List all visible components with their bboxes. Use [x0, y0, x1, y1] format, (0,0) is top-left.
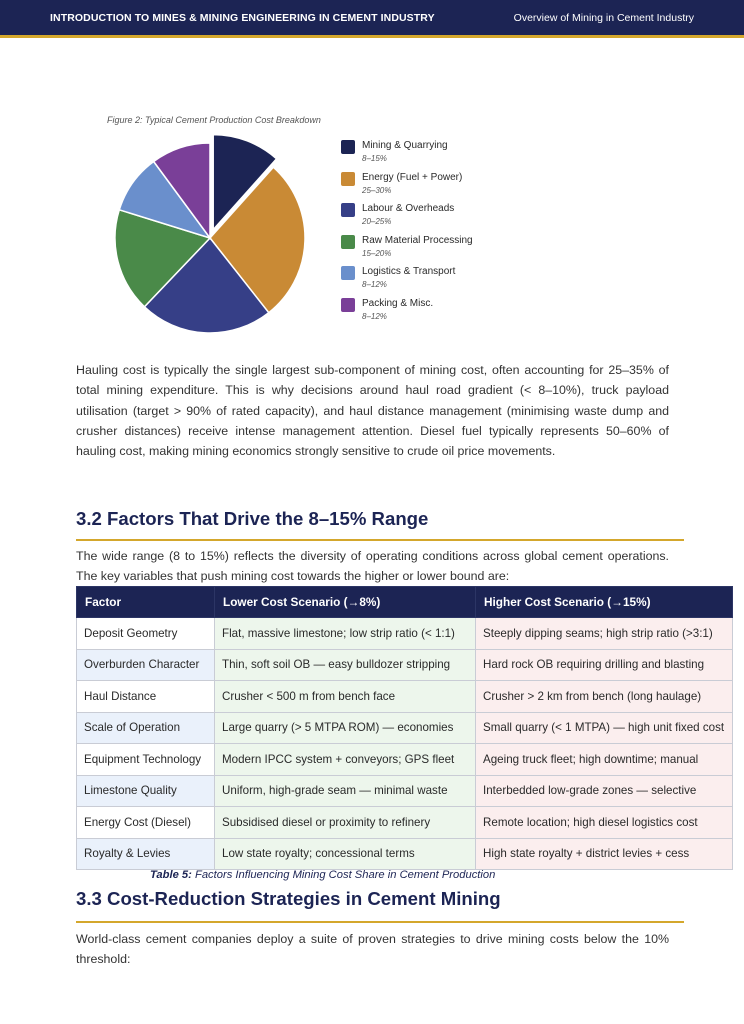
higher-cost-cell: Hard rock OB requiring drilling and blasting: [476, 649, 733, 681]
higher-cost-cell: Remote location; high diesel logistics cost: [476, 807, 733, 839]
header-section: Overview of Mining in Cement Industry: [513, 12, 694, 24]
table-row: [77, 807, 733, 839]
legend-label: Labour & Overheads: [362, 203, 455, 214]
section-3-2-rule: [76, 539, 684, 541]
factor-cell: Energy Cost (Diesel): [77, 807, 215, 839]
table-row: [77, 744, 733, 776]
legend-swatch: [341, 298, 355, 312]
legend-label: Energy (Fuel + Power): [362, 171, 463, 183]
table-caption-text: Factors Influencing Mining Cost Share in Cement Production: [194, 869, 496, 881]
factors-table: [76, 586, 733, 870]
legend-range: 15–20%: [362, 248, 392, 258]
factor-cell: Equipment Technology: [77, 744, 215, 776]
factor-cell: Haul Distance: [77, 681, 215, 713]
higher-cost-cell: Crusher > 2 km from bench (long haulage): [476, 681, 733, 713]
legend-range: 8–15%: [362, 154, 387, 163]
legend-label: Raw Material Processing: [362, 234, 473, 246]
table-row: [77, 681, 733, 713]
lower-cost-cell: Low state royalty; concessional terms: [215, 838, 476, 870]
higher-cost-cell: Ageing truck fleet; high downtime; manual: [476, 744, 733, 776]
legend-range: 25–30%: [362, 185, 392, 195]
cost-breakdown-pie-chart: [108, 122, 312, 336]
factor-cell: Royalty & Levies: [77, 838, 215, 870]
hauling-cost-paragraph: Hauling cost is typically the single largest sub-component of mining cost, often accounting for 25–35% of total mining expenditure. This is why decisions around haul road gradient (< 8–10%), truck payload utilisation (target > 90% of rated capacity), and haul distance management (minimising waste dump and crusher distances) receive intense management attention. Diesel fuel typically represents 50–60% of hauling cost, making mining economics strongly sensitive to crude oil price movements.: [76, 363, 669, 459]
factor-cell: Limestone Quality: [77, 775, 215, 807]
lower-cost-cell: Crusher < 500 m from bench face: [215, 681, 476, 713]
table-row: [77, 838, 733, 870]
lower-cost-cell: Flat, massive limestone; low strip ratio (< 1:1): [215, 618, 476, 650]
table-header-higher-cost: Higher Cost Scenario (→15%): [476, 587, 733, 618]
table-caption-label: Table 5:: [150, 869, 192, 881]
factor-cell: Scale of Operation: [77, 712, 215, 744]
legend-swatch: [341, 140, 355, 154]
higher-cost-cell: Interbedded low-grade zones — selective: [476, 775, 733, 807]
table-caption: [150, 869, 495, 881]
legend-swatch: [341, 235, 355, 249]
table-row: [77, 712, 733, 744]
legend-range: 8–12%: [362, 280, 387, 289]
legend-label: Mining & Quarrying: [362, 140, 448, 151]
legend-swatch: [341, 266, 355, 280]
table-header-factor: Factor: [77, 587, 215, 618]
table-row: [77, 649, 733, 681]
lower-cost-cell: Uniform, high-grade seam — minimal waste: [215, 775, 476, 807]
factor-cell: Deposit Geometry: [77, 618, 215, 650]
figure-caption: Figure 2: Typical Cement Production Cost Breakdown: [107, 115, 321, 125]
section-3-2-intro: The wide range (8 to 15%) reflects the diversity of operating conditions across global cement operations. The key variables that push mining cost towards the higher or lower bound are:: [76, 549, 669, 584]
higher-cost-cell: High state royalty + district levies + cess: [476, 838, 733, 870]
table-row: [77, 618, 733, 650]
higher-cost-cell: Steeply dipping seams; high strip ratio (>3:1): [476, 618, 733, 650]
legend-label: Packing & Misc.: [362, 297, 434, 309]
table-header-lower-cost: Lower Cost Scenario (→8%): [215, 587, 476, 618]
legend-label: Logistics & Transport: [362, 266, 456, 277]
legend-range: 8–12%: [362, 311, 387, 321]
lower-cost-cell: Subsidised diesel or proximity to refinery: [215, 807, 476, 839]
section-3-3-intro: World-class cement companies deploy a suite of proven strategies to drive mining costs below the 10% threshold:: [76, 932, 669, 967]
header-title: INTRODUCTION TO MINES & MINING ENGINEERING IN CEMENT INDUSTRY: [50, 12, 435, 24]
lower-cost-cell: Thin, soft soil OB — easy bulldozer stripping: [215, 649, 476, 681]
section-3-2-heading: 3.2 Factors That Drive the 8–15% Range: [76, 508, 429, 529]
higher-cost-cell: Small quarry (< 1 MTPA) — high unit fixed cost: [476, 712, 733, 744]
legend-swatch: [341, 203, 355, 217]
table-header-row: [77, 587, 733, 618]
section-3-3-rule: [76, 921, 684, 923]
lower-cost-cell: Modern IPCC system + conveyors; GPS fleet: [215, 744, 476, 776]
legend-range: 20–25%: [362, 217, 392, 226]
page-header: [0, 0, 744, 38]
lower-cost-cell: Large quarry (> 5 MTPA ROM) — economies: [215, 712, 476, 744]
section-3-3-heading: 3.3 Cost-Reduction Strategies in Cement Mining: [76, 888, 501, 909]
legend-swatch: [341, 172, 355, 186]
table-row: [77, 775, 733, 807]
factor-cell: Overburden Character: [77, 649, 215, 681]
